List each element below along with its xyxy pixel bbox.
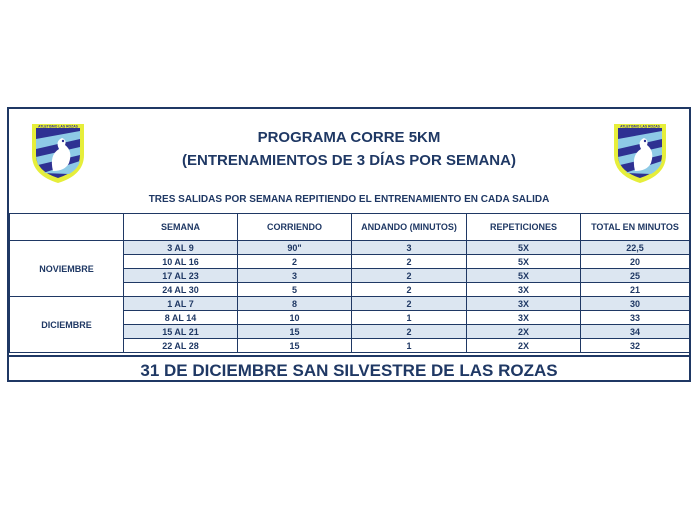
table-header-row	[10, 214, 690, 241]
column-header-total: TOTAL EN MINUTOS	[581, 214, 690, 241]
week-cell: 8 AL 14	[124, 311, 238, 325]
race-footer: 31 DE DICIEMBRE SAN SILVESTRE DE LAS ROZAS	[9, 355, 689, 382]
total-cell: 32	[581, 339, 690, 353]
table-row	[10, 241, 690, 255]
column-header-corriendo: CORRIENDO	[238, 214, 352, 241]
walking-cell: 2	[352, 297, 467, 311]
week-cell: 17 AL 23	[124, 269, 238, 283]
walking-cell: 1	[352, 339, 467, 353]
column-header-andando: ANDANDO (MINUTOS)	[352, 214, 467, 241]
total-cell: 20	[581, 255, 690, 269]
svg-text:ATLETISMO LAS ROZAS: ATLETISMO LAS ROZAS	[620, 124, 660, 129]
repetitions-cell: 5X	[467, 241, 581, 255]
column-header-month	[10, 214, 124, 241]
running-cell: 5	[238, 283, 352, 297]
walking-cell: 2	[352, 255, 467, 269]
repetitions-cell: 3X	[467, 311, 581, 325]
repetitions-cell: 2X	[467, 325, 581, 339]
total-cell: 34	[581, 325, 690, 339]
svg-text:ATLETISMO LAS ROZAS: ATLETISMO LAS ROZAS	[38, 124, 78, 129]
column-header-repeticiones: REPETICIONES	[467, 214, 581, 241]
week-cell: 15 AL 21	[124, 325, 238, 339]
training-plan-sheet	[7, 107, 691, 382]
running-cell: 10	[238, 311, 352, 325]
running-cell: 15	[238, 325, 352, 339]
month-label: DICIEMBRE	[10, 297, 124, 353]
program-subtitle: (ENTRENAMIENTOS DE 3 DÍAS POR SEMANA)	[182, 152, 516, 169]
walking-cell: 2	[352, 325, 467, 339]
repetitions-cell: 3X	[467, 283, 581, 297]
week-cell: 10 AL 16	[124, 255, 238, 269]
program-description: TRES SALIDAS POR SEMANA REPITIENDO EL ENTRENAMIENTO EN CADA SALIDA	[148, 194, 550, 205]
repetitions-cell: 2X	[467, 339, 581, 353]
week-cell: 3 AL 9	[124, 241, 238, 255]
total-cell: 22,5	[581, 241, 690, 255]
week-cell: 1 AL 7	[124, 297, 238, 311]
running-cell: 15	[238, 339, 352, 353]
running-cell: 3	[238, 269, 352, 283]
total-cell: 33	[581, 311, 690, 325]
total-cell: 25	[581, 269, 690, 283]
walking-cell: 2	[352, 269, 467, 283]
repetitions-cell: 5X	[467, 255, 581, 269]
header-block	[9, 109, 689, 215]
training-table	[9, 213, 690, 353]
running-cell: 2	[238, 255, 352, 269]
week-cell: 24 AL 30	[124, 283, 238, 297]
running-cell: 90"	[238, 241, 352, 255]
week-cell: 22 AL 28	[124, 339, 238, 353]
walking-cell: 1	[352, 311, 467, 325]
running-cell: 8	[238, 297, 352, 311]
month-label: NOVIEMBRE	[10, 241, 124, 297]
table-row	[10, 297, 690, 311]
column-header-semana: SEMANA	[124, 214, 238, 241]
total-cell: 21	[581, 283, 690, 297]
walking-cell: 3	[352, 241, 467, 255]
repetitions-cell: 5X	[467, 269, 581, 283]
walking-cell: 2	[352, 283, 467, 297]
program-title: PROGRAMA CORRE 5KM	[257, 129, 441, 146]
repetitions-cell: 3X	[467, 297, 581, 311]
total-cell: 30	[581, 297, 690, 311]
